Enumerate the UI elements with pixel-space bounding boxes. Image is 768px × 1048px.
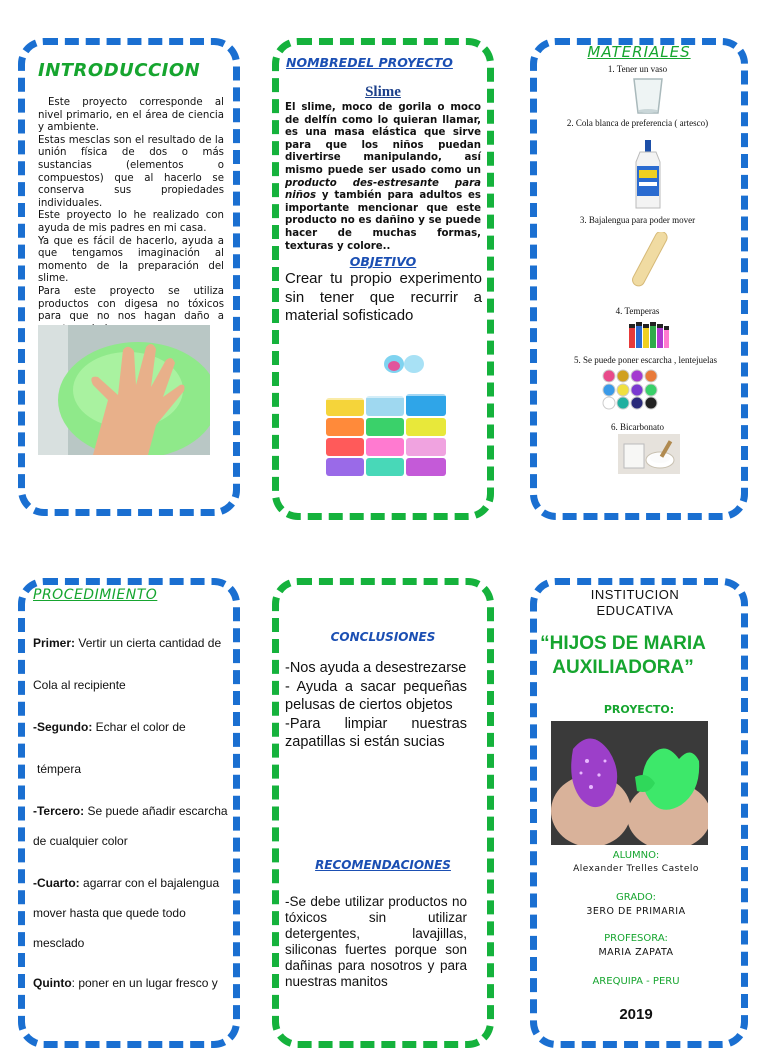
conclusions-title: CONCLUSIONES	[330, 630, 436, 644]
step-line: Quinto: poner en un lugar fresco y	[33, 976, 218, 990]
step-line: -Segundo: Echar el color de	[33, 720, 186, 734]
objective-text: Crear tu propio experimento sin tener que recurrir a material sofisticado	[285, 270, 482, 324]
objective-title: OBJETIVO	[349, 254, 417, 269]
project-title: NOMBREDEL PROYECTO	[286, 55, 453, 70]
conclusion-line-2: - Ayuda a sacar pequeñas pelusas de ciertos objetos	[285, 678, 467, 713]
grade-label: GRADO:	[616, 892, 656, 903]
procedure-title: PROCEDIMIENTO	[33, 587, 158, 603]
hand-slime-photo	[38, 325, 210, 455]
institution-label: INSTITUCION EDUCATIVA	[590, 587, 680, 618]
tempera-paints-icon	[628, 322, 670, 350]
procedure-steps	[33, 636, 238, 1006]
slime-containers-photo	[322, 350, 452, 480]
material-item-6: 6. Bicarbonato	[611, 422, 664, 432]
intro-p3: Este proyecto lo he realizado con ayuda de mis padres en mi casa.	[38, 210, 224, 234]
baking-soda-icon	[618, 434, 680, 474]
school-name: “HIJOS DE MARIA AUXILIADORA”	[540, 633, 706, 678]
intro-p1: Este proyecto corresponde al nivel primario, en el área de ciencia y ambiente.	[38, 97, 224, 134]
recommendations-text: -Se debe utilizar productos no tóxicos sin utilizar detergentes, lavajillas, siliconas fuertes porque son dañinas para nosotros y para nuestras manitos	[285, 894, 467, 989]
step-line: Cola al recipiente	[33, 678, 126, 692]
desc-italic: producto des-estresante para niños	[285, 177, 481, 202]
intro-text	[38, 97, 224, 336]
step-line: de cualquier color	[33, 834, 128, 848]
conclusion-line-1: -Nos ayuda a desestrezarse	[285, 660, 467, 676]
intro-p4: Ya que es fácil de hacerlo, ayuda a que tengamos imaginación al momento de la preparación del slime.	[38, 235, 224, 285]
step-line: Primer: Vertir un cierta cantidad de	[33, 636, 222, 650]
student-name: Alexander Trelles Castelo	[573, 864, 699, 874]
intro-p5: Para este proyecto se utiliza productos con digesa no tóxicos para que no nos hagan daño a	[38, 285, 224, 323]
year-label: 2019	[619, 1006, 653, 1023]
step-line: -Tercero: Se puede añadir escarcha	[33, 804, 228, 818]
teacher-label: PROFESORA:	[604, 933, 668, 944]
material-item-2: 2. Cola blanca de preferencia ( artesco)	[566, 118, 709, 128]
glue-bottle-icon	[630, 140, 666, 210]
student-label: ALUMNO:	[612, 850, 660, 861]
material-item-5: 5. Se puede poner escarcha , lentejuelas	[574, 355, 717, 365]
project-description	[285, 102, 481, 253]
step-line: témpera	[37, 762, 82, 776]
intro-title: INTRODUCCION	[38, 60, 201, 81]
grade-value: 3ERO DE PRIMARIA	[586, 906, 686, 917]
desc-part-b: y también para adultos es importante mencionar que este producto no es dañino y se puede hacer de muchas formas, texturas y colore..	[285, 190, 481, 252]
intro-p2: Estas mesclas son el resultado de la unión física de dos o más sustancias (elementos o compuestos) que al hacerlo se conserva sus propiedades individuales.	[38, 134, 224, 209]
tongue-depressor-icon	[626, 232, 670, 288]
conclusions-text	[285, 659, 467, 752]
city-label: AREQUIPA - PERU	[592, 976, 680, 987]
slime-hands-photo	[551, 721, 708, 845]
material-item-3: 3. Bajalengua para poder mover	[579, 215, 696, 225]
glitter-icon	[600, 368, 664, 410]
desc-part-a: El slime, moco de gorila o moco de delfín como lo quieran llamar, es una masa elástica que sirve para que los niños puedan divertirse manipulando, así mismo puede ser usado como un	[285, 102, 481, 176]
material-item-4: 4. Temperas	[615, 306, 660, 316]
material-item-1: 1. Tener un vaso	[607, 64, 668, 74]
conclusion-line-3: -Para limpiar nuestras zapatillas si están sucias	[285, 715, 467, 750]
step-line: -Cuarto: agarrar con el bajalengua	[33, 876, 220, 890]
glass-icon	[628, 76, 668, 116]
recommendations-title: RECOMENDACIONES	[315, 858, 451, 872]
project-label: PROYECTO:	[603, 703, 675, 716]
materials-title: MATERIALES	[587, 43, 691, 61]
teacher-name: MARIA ZAPATA	[598, 947, 674, 958]
project-name: Slime	[365, 84, 401, 100]
step-line: mover hasta que quede todo	[33, 906, 186, 920]
step-line: mesclado	[33, 936, 85, 950]
